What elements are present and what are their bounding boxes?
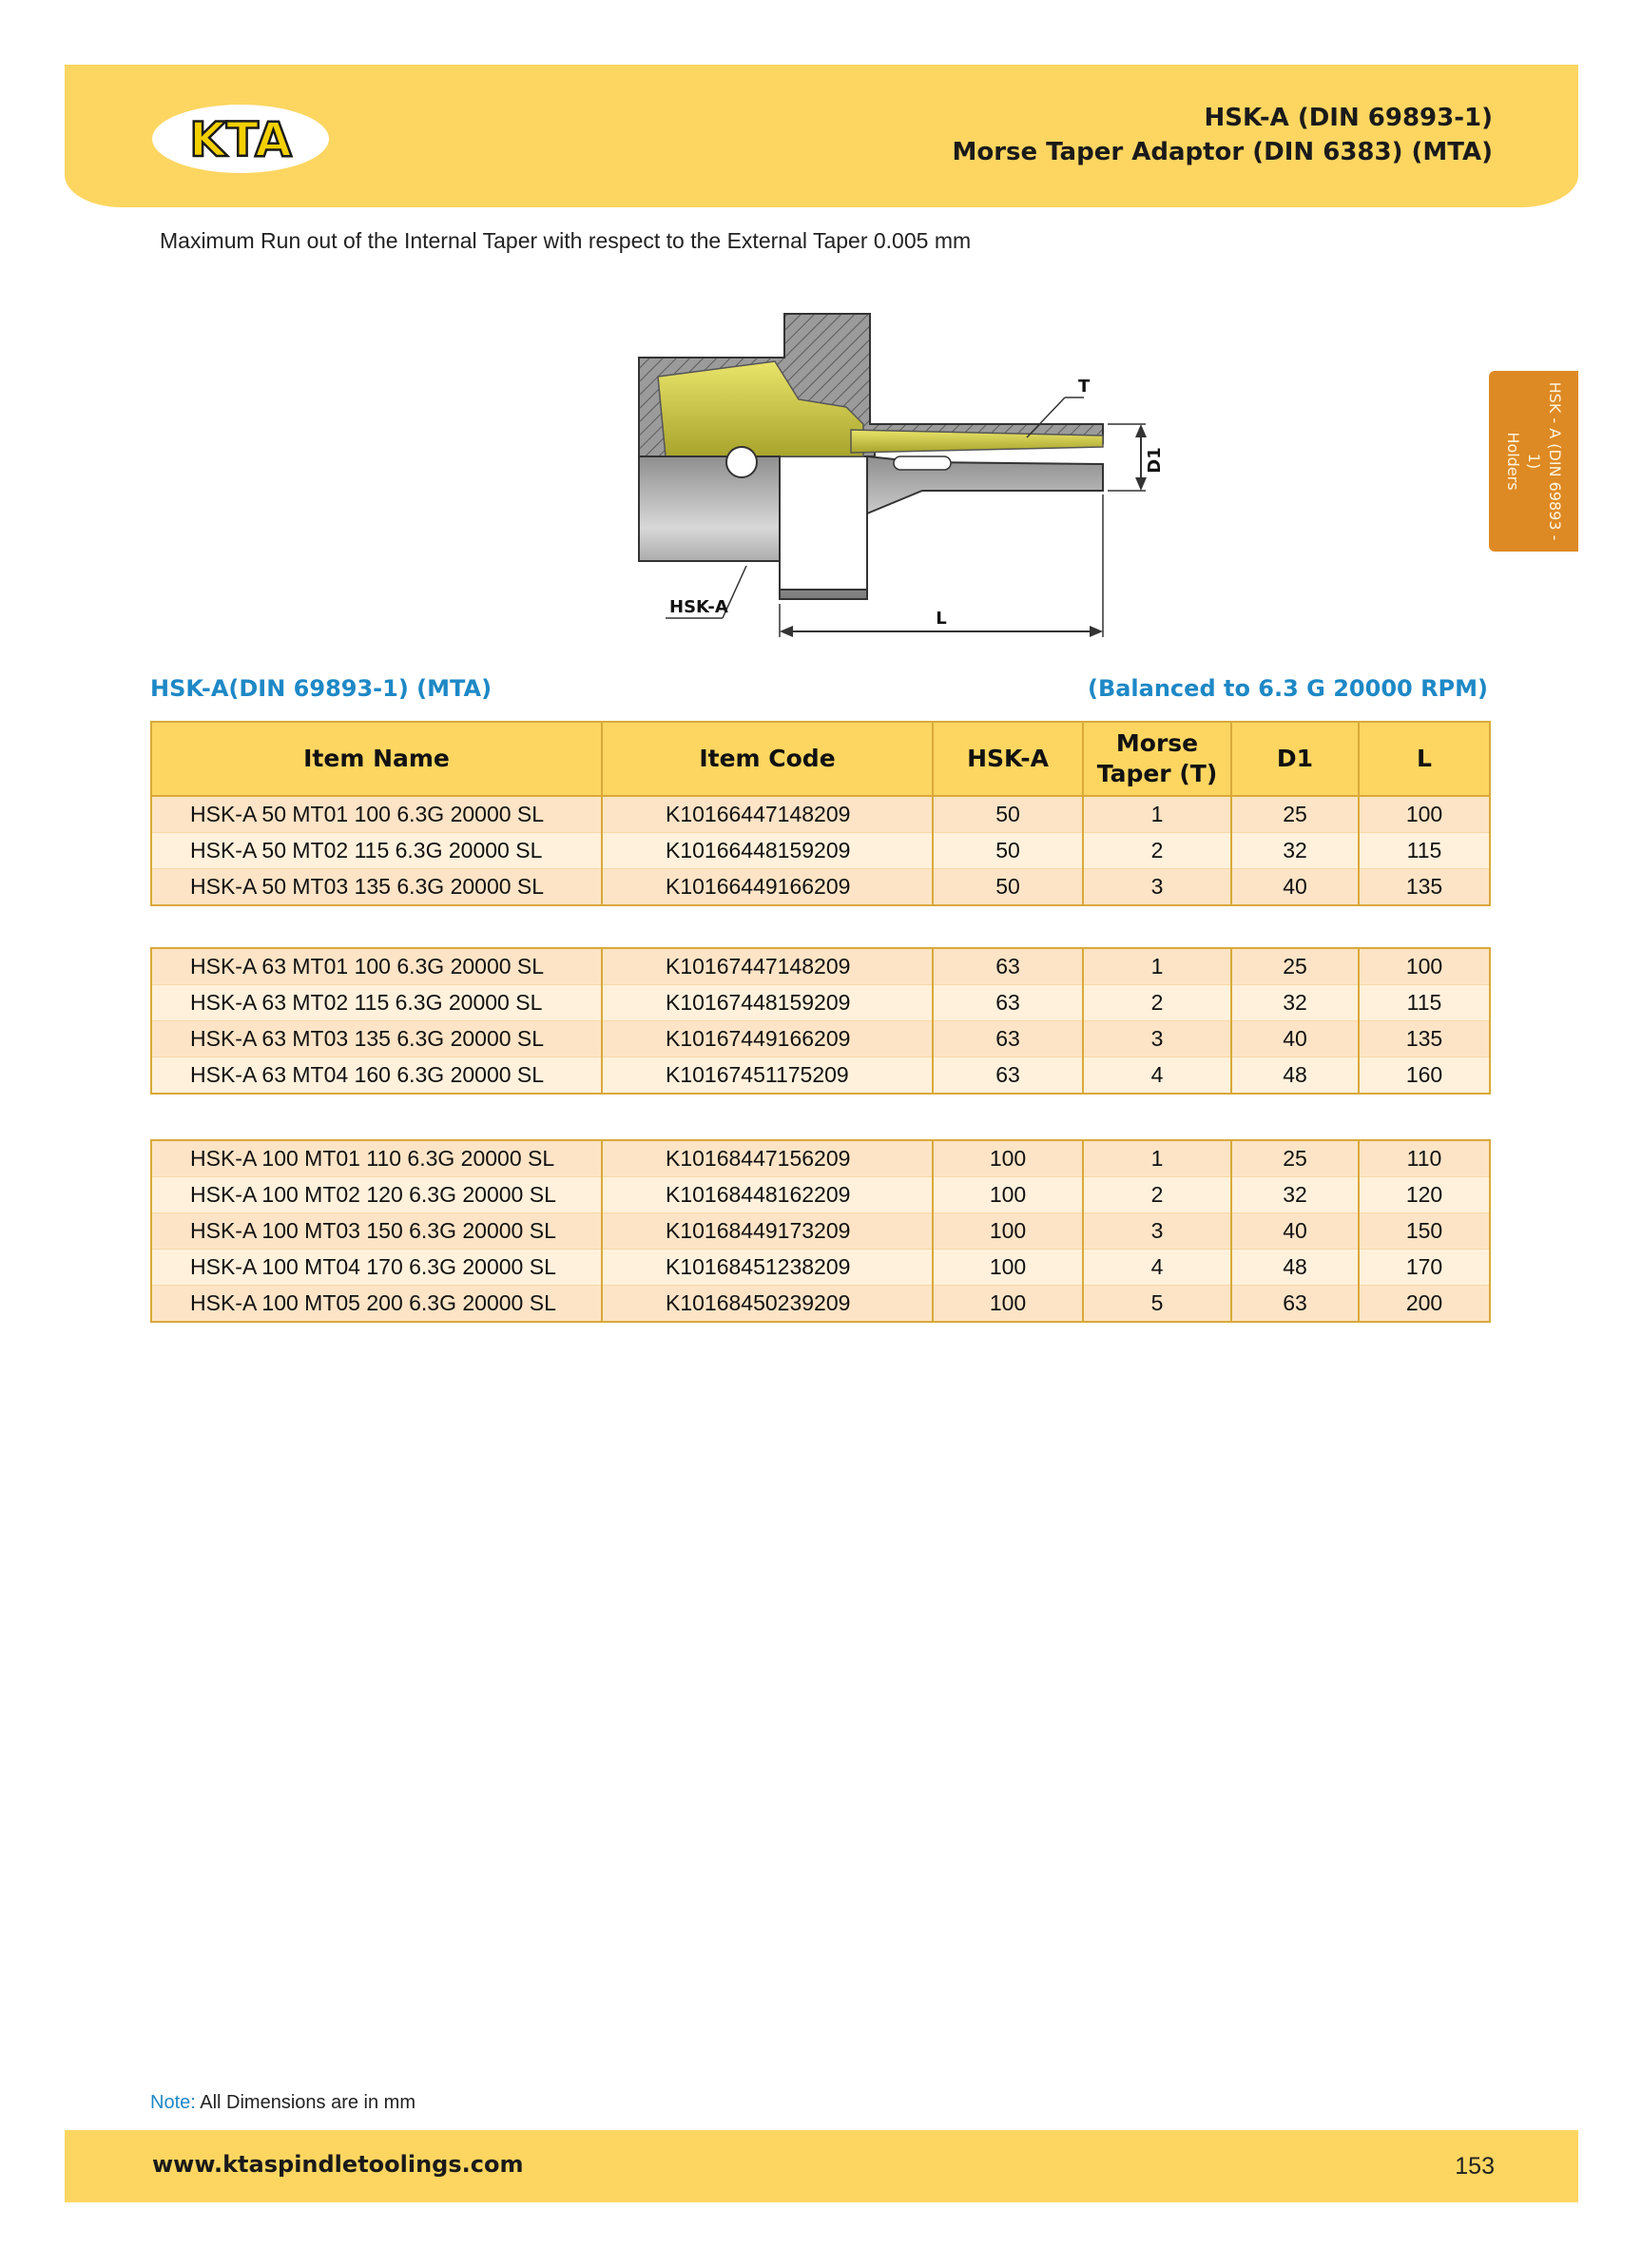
table-row	[151, 1177, 1490, 1213]
morse-taper: 1	[1083, 796, 1231, 833]
item-code: K10167448159209	[602, 985, 933, 1021]
hsk-size: 63	[933, 948, 1083, 985]
note-label: Note:	[150, 2092, 196, 2113]
table-row	[151, 833, 1490, 869]
l-value: 110	[1359, 1140, 1490, 1177]
morse-taper: 2	[1083, 985, 1231, 1021]
l-value: 115	[1359, 985, 1490, 1021]
balance-spec: (Balanced to 6.3 G 20000 RPM)	[1087, 675, 1488, 702]
morse-taper: 5	[1083, 1286, 1231, 1323]
col-header-morse-taper: Morse Taper (T)	[1083, 722, 1231, 796]
l-value: 160	[1359, 1057, 1490, 1095]
page-header	[65, 65, 1578, 207]
item-name: HSK-A 100 MT03 150 6.3G 20000 SL	[151, 1213, 602, 1250]
morse-taper: 2	[1083, 833, 1231, 869]
d1-value: 40	[1231, 869, 1359, 906]
item-code: K10168449173209	[602, 1213, 933, 1250]
section-title: HSK-A(DIN 69893-1) (MTA)	[150, 675, 493, 702]
col-header-item-code: Item Code	[602, 722, 933, 796]
d1-value: 32	[1231, 1177, 1359, 1213]
table-row	[151, 1140, 1490, 1177]
item-name: HSK-A 100 MT05 200 6.3G 20000 SL	[151, 1286, 602, 1323]
morse-taper: 2	[1083, 1177, 1231, 1213]
col-header-hsk-a: HSK-A	[933, 722, 1083, 796]
item-code: K10167449166209	[602, 1021, 933, 1057]
tool-holder-drawing	[609, 304, 1179, 656]
hsk-size: 63	[933, 985, 1083, 1021]
hsk-size: 50	[933, 833, 1083, 869]
page-title-line1: HSK-A (DIN 69893-1)	[1204, 104, 1493, 132]
morse-taper: 4	[1083, 1250, 1231, 1286]
dimension-note	[150, 2092, 415, 2114]
item-name: HSK-A 100 MT04 170 6.3G 20000 SL	[151, 1250, 602, 1286]
hsk-size: 63	[933, 1021, 1083, 1057]
item-name: HSK-A 63 MT02 115 6.3G 20000 SL	[151, 985, 602, 1021]
l-value: 150	[1359, 1213, 1490, 1250]
hsk-size: 100	[933, 1213, 1083, 1250]
table-row	[151, 796, 1490, 833]
item-name: HSK-A 50 MT03 135 6.3G 20000 SL	[151, 869, 602, 906]
svg-text:KTA: KTA	[189, 112, 292, 167]
table-row	[151, 869, 1490, 906]
item-name: HSK-A 63 MT01 100 6.3G 20000 SL	[151, 948, 602, 985]
item-code: K10168451238209	[602, 1250, 933, 1286]
section-side-tab[interactable]	[1489, 371, 1578, 552]
morse-taper: 4	[1083, 1057, 1231, 1095]
hsk-size: 100	[933, 1286, 1083, 1323]
side-tab-line2: Holders	[1504, 432, 1522, 491]
table-row	[151, 1057, 1490, 1095]
item-name: HSK-A 100 MT01 110 6.3G 20000 SL	[151, 1140, 602, 1177]
table-row	[151, 1021, 1490, 1057]
item-code: K10168448162209	[602, 1177, 933, 1213]
morse-taper: 3	[1083, 1213, 1231, 1250]
l-value: 170	[1359, 1250, 1490, 1286]
d1-value: 32	[1231, 833, 1359, 869]
l-value: 135	[1359, 869, 1490, 906]
morse-taper: 3	[1083, 1021, 1231, 1057]
col-header-l: L	[1359, 722, 1490, 796]
table-row	[151, 1286, 1490, 1323]
item-code: K10166449166209	[602, 869, 933, 906]
hsk-a-label: HSK-A	[669, 597, 728, 617]
d1-value: 32	[1231, 985, 1359, 1021]
item-name: HSK-A 50 MT02 115 6.3G 20000 SL	[151, 833, 602, 869]
l-value: 120	[1359, 1177, 1490, 1213]
d1-value: 25	[1231, 948, 1359, 985]
item-name: HSK-A 63 MT04 160 6.3G 20000 SL	[151, 1057, 602, 1095]
spec-table-hsk50	[150, 721, 1491, 906]
d1-value: 40	[1231, 1021, 1359, 1057]
morse-taper: 3	[1083, 869, 1231, 906]
side-tab-line1: HSK - A (DIN 69893 - 1)	[1525, 381, 1564, 541]
length-dimension-label: L	[936, 609, 947, 629]
page-title	[952, 101, 1493, 169]
item-code: K10167447148209	[602, 948, 933, 985]
page-footer	[65, 2130, 1578, 2202]
d1-value: 40	[1231, 1213, 1359, 1250]
table-row	[151, 948, 1490, 985]
spec-table-hsk63	[150, 947, 1491, 1095]
hsk-size: 50	[933, 796, 1083, 833]
item-name: HSK-A 100 MT02 120 6.3G 20000 SL	[151, 1177, 602, 1213]
morse-taper: 1	[1083, 948, 1231, 985]
taper-dimension-label: T	[1078, 377, 1091, 397]
table-row	[151, 985, 1490, 1021]
d1-value: 48	[1231, 1057, 1359, 1095]
runout-spec-text: Maximum Run out of the Internal Taper with respect to the External Taper 0.005 mm	[160, 228, 972, 253]
kta-logo	[150, 103, 331, 175]
item-code: K10168450239209	[602, 1286, 933, 1323]
l-value: 200	[1359, 1286, 1490, 1323]
item-name: HSK-A 50 MT01 100 6.3G 20000 SL	[151, 796, 602, 833]
col-header-d1: D1	[1231, 722, 1359, 796]
page-number: 153	[1455, 2153, 1495, 2180]
table-row	[151, 1250, 1490, 1286]
hsk-size: 63	[933, 1057, 1083, 1095]
hsk-size: 50	[933, 869, 1083, 906]
table-row	[151, 1213, 1490, 1250]
hsk-size: 100	[933, 1177, 1083, 1213]
item-code: K10166448159209	[602, 833, 933, 869]
d1-value: 63	[1231, 1286, 1359, 1323]
l-value: 115	[1359, 833, 1490, 869]
l-value: 100	[1359, 948, 1490, 985]
d1-value: 25	[1231, 1140, 1359, 1177]
website-link[interactable]: www.ktaspindletoolings.com	[152, 2151, 524, 2178]
page-title-line2: Morse Taper Adaptor (DIN 6383) (MTA)	[952, 138, 1493, 166]
item-code: K10168447156209	[602, 1140, 933, 1177]
l-value: 100	[1359, 796, 1490, 833]
spec-table-hsk100	[150, 1139, 1491, 1323]
hsk-size: 100	[933, 1250, 1083, 1286]
d1-value: 25	[1231, 796, 1359, 833]
item-code: K10166447148209	[602, 796, 933, 833]
item-name: HSK-A 63 MT03 135 6.3G 20000 SL	[151, 1021, 602, 1057]
d1-value: 48	[1231, 1250, 1359, 1286]
morse-taper: 1	[1083, 1140, 1231, 1177]
d1-dimension-label: D1	[1145, 447, 1165, 474]
item-code: K10167451175209	[602, 1057, 933, 1095]
hsk-size: 100	[933, 1140, 1083, 1177]
col-header-item-name: Item Name	[151, 722, 602, 796]
note-text: All Dimensions are in mm	[200, 2092, 415, 2113]
l-value: 135	[1359, 1021, 1490, 1057]
